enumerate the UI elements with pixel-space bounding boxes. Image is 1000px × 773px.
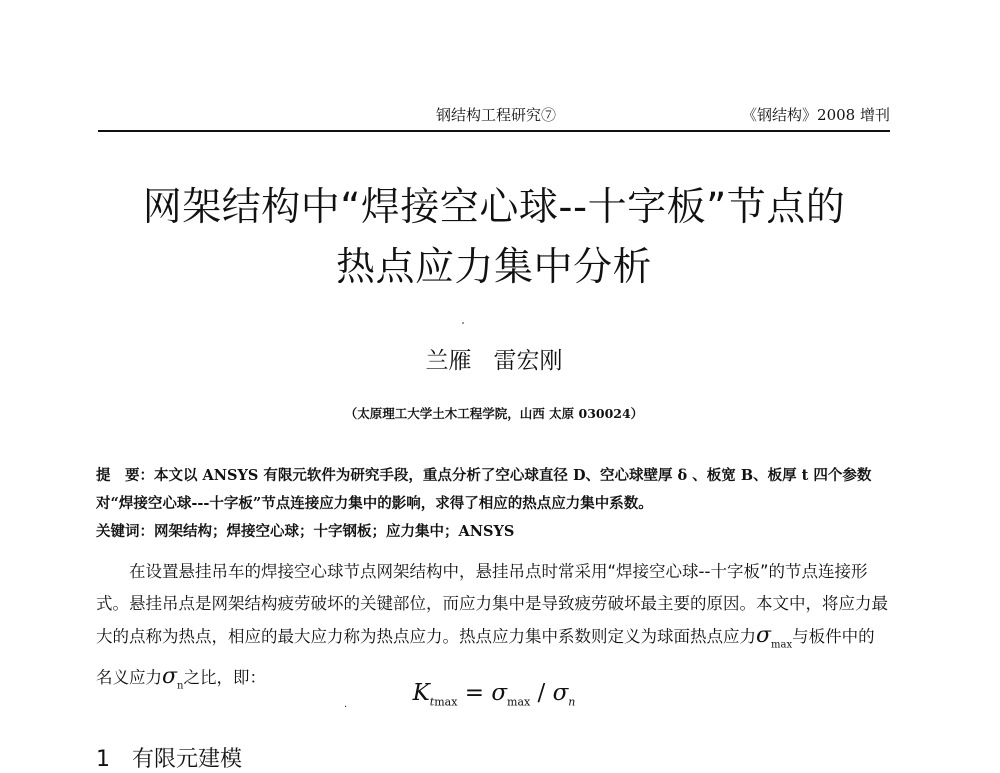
journal-issue: 《钢结构》2008 增刊 (742, 106, 890, 124)
abstract (96, 462, 888, 518)
section-title: 有限元建模 (132, 747, 243, 772)
title-line-2: 热点应力集中分析 (335, 245, 652, 290)
keywords-text: 网架结构；焊接空心球；十字钢板；应力集中；ANSYS (154, 523, 515, 540)
abstract-label: 提 要： (96, 467, 154, 484)
journal-section: 钢结构工程研究⑦ (436, 106, 557, 124)
stress-concentration-formula: $K_{tmax} = \sigma_{max} / \sigma_n$ (412, 680, 576, 709)
running-header (98, 98, 890, 132)
sigma-max-symbol: $\sigma_{max}$ (756, 623, 793, 651)
keywords (96, 518, 888, 546)
paragraph-end: 之比，即： (183, 668, 266, 688)
scan-speck (462, 322, 464, 324)
author-1: 兰雁 (425, 348, 472, 374)
paragraph-mid: 与板件中的名义应力 (96, 627, 875, 688)
authors (98, 342, 890, 375)
section-number: 1 (96, 747, 110, 772)
abstract-text: 本文以 ANSYS 有限元软件为研究手段，重点分析了空心球直径 D、空心球壁厚 δ 、板宽 B、板厚 t 四个参数对“焊接空心球---十字板”节点连接应力集中的影响，求得了相应的热点应力集中系数。 (96, 467, 872, 512)
keywords-label: 关键词： (96, 523, 154, 540)
section-heading (96, 742, 242, 773)
paragraph-text: 在设置悬挂吊车的焊接空心球节点网架结构中，悬挂吊点时常采用“焊接空心球--十字板”的节点连接形式。悬挂吊点是网架结构疲劳破坏的关键部位，而应力集中是导致疲劳破坏最主要的原因。本文中，将应力最大的点称为热点，相应的最大应力称为热点应力。热点应力集中系数则定义为球面热点应力 (96, 562, 888, 646)
sigma-n-symbol: $\sigma_n$ (162, 664, 184, 692)
scan-dot: · (344, 702, 348, 713)
paper-title (98, 178, 890, 298)
title-line-1: 网架结构中“焊接空心球--十字板”节点的 (142, 185, 846, 230)
affiliation: （太原理工大学土木工程学院，山西 太原 030024） (344, 406, 644, 421)
author-2: 雷宏刚 (493, 348, 563, 374)
